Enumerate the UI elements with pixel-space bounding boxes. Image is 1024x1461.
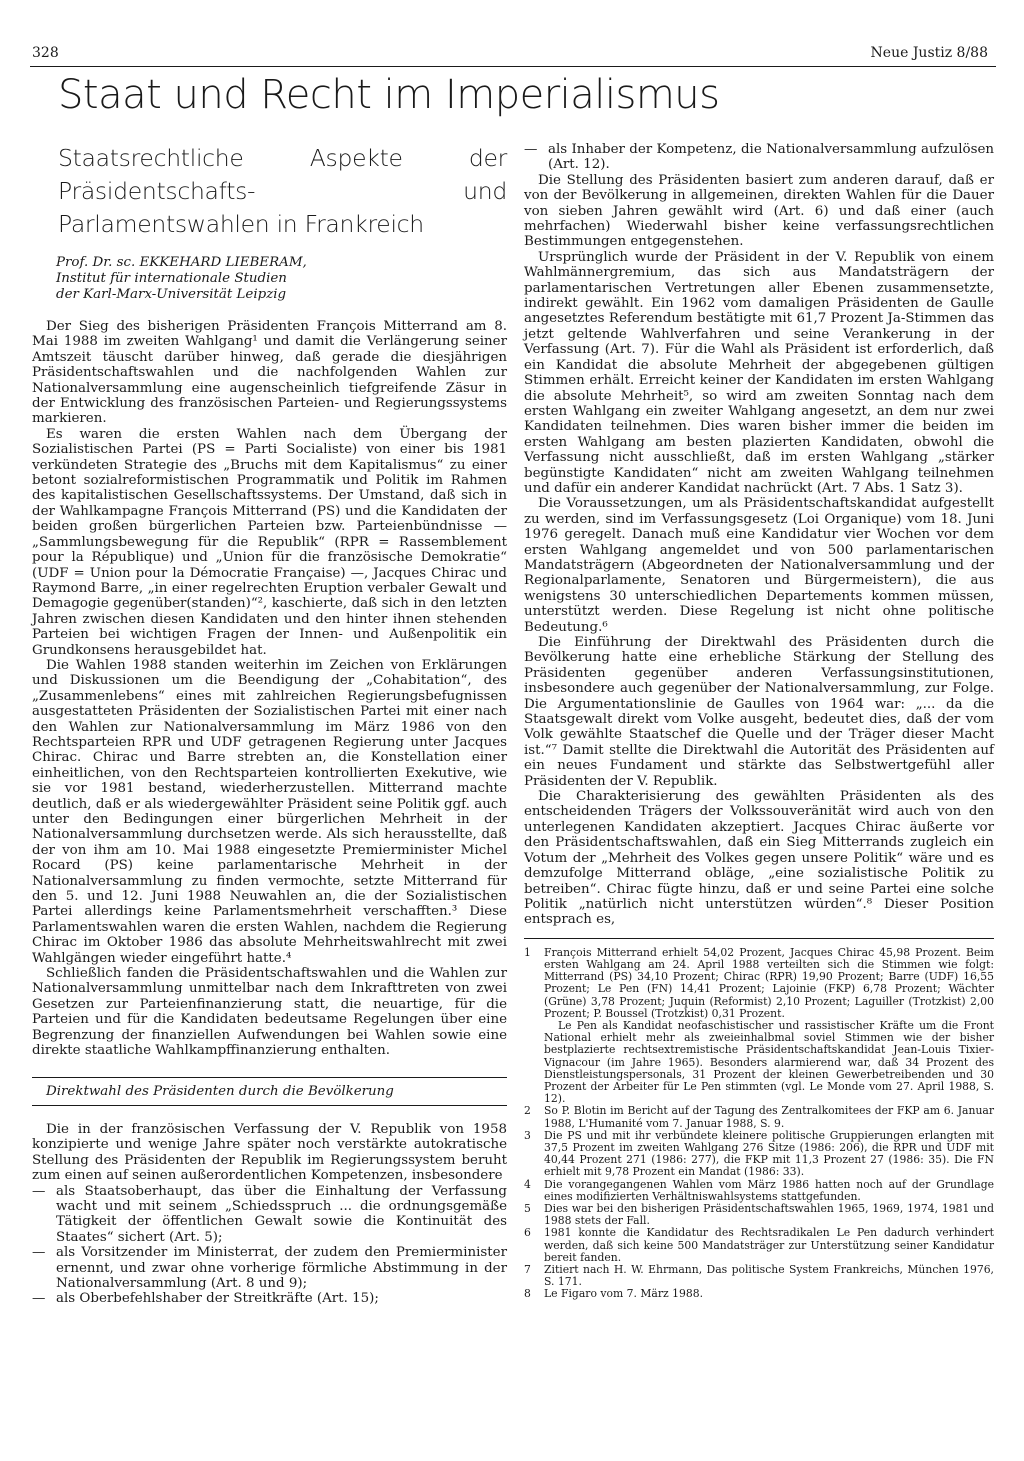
footnote bbox=[524, 1203, 994, 1227]
list-item: — als Oberbefehlshaber der Streitkräfte (Art. 15); bbox=[32, 1291, 507, 1306]
footnote-text: Die PS und mit ihr verbündete kleinere politische Gruppierungen erlangten mit 37,5 Prozent im zweiten Wahlgang 276 Sitze (1986: 206), die RPR und UDF mit 40,44 Prozent 271 (1986: 277), die FKP mit 11,3 Prozent 27 (1986: 35). Die FN erhielt mit 9,78 Prozent ein Mandat (1986: 33). bbox=[544, 1128, 994, 1179]
footnotes bbox=[524, 947, 994, 1301]
footnote bbox=[524, 1130, 994, 1179]
footnote-text: Dies war bei den bisherigen Präsidentschaftswahlen 1965, 1969, 1974, 1981 und 1988 stets der Fall. bbox=[544, 1201, 994, 1228]
left-column bbox=[32, 142, 507, 1307]
footnote-text: Die vorangegangenen Wahlen vom März 1986 hatten noch auf der Grundlage eines modifizierten Verhältniswahlsystems stattgefunden. bbox=[544, 1177, 994, 1203]
footnote bbox=[524, 1264, 994, 1288]
body-paragraph: Die in der französischen Verfassung der V. Republik von 1958 konzipierte und wenige Jahre später noch verstärkte autokratische Stellung des Präsidenten der Republik im Regierungssystem beruht zum einen auf seinen außerordentlichen Kompetenzen, insbesondere bbox=[32, 1121, 507, 1184]
footnote-number: 4 bbox=[524, 1177, 531, 1191]
author-name: Prof. Dr. sc. EKKEHARD LIEBERAM, bbox=[56, 255, 307, 270]
body-paragraph: Die Stellung des Präsidenten basiert zum anderen darauf, daß er von der Bevölkerung in allgemeinen, direkten Wahlen für die Dauer von sieben Jahren gewählt wird (Art. 6) und daß einer (auch mehrfachen) Wiederwahl bisher keine verfassungsrechtlichen Bestimmungen entgegenstehen. bbox=[524, 172, 994, 250]
author-university: der Karl-Marx-Universität Leipzig bbox=[56, 287, 287, 302]
journal-issue: Neue Justiz 8/88 bbox=[870, 45, 988, 61]
body-paragraph: Ursprünglich wurde der Präsident in der V. Republik von einem Wahlmännergremium, das sich aus Mandatsträgern der parlamentarischen Vertretungen aller Ebenen zusammensetzte, indirekt gewählt. Ein 1962 vom damaligen Präsidenten de Gaulle angesetztes Referendum bestätigte mit 61,7 Prozent Ja-Stimmen das jetzt geltende Wahlverfahren und seine Verankerung in der Verfassung (Art. 7). Für die Wahl als Präsident ist erforderlich, daß ein Kandidat die absolute Mehrheit der abgegebenen gültigen Stimmen erhält. Erreicht keiner der Kandidaten im ersten Wahlgang die absolute Mehrheit⁵, so wird am zweiten Sonntag nach dem ersten Wahlgang ein zweiter Wahlgang angesetzt, an dem nur zwei Kandidaten teilnehmen. Dies waren bisher immer die beiden im ersten Wahlgang am besten plazierten Kandidaten, obwohl die Verfassung nicht ausschließt, daß im ersten Wahlgang „stärker begünstigte Kandidaten“ nicht am zweiten Wahlgang teilnehmen und dafür ein anderer Kandidat nachrückt (Art. 7 Abs. 1 Satz 3). bbox=[524, 249, 994, 496]
footnote bbox=[524, 1288, 994, 1300]
body-paragraph: Schließlich fanden die Präsidentschaftswahlen und die Wahlen zur Nationalversammlung unmittelbar nach dem Inkrafttreten von zwei Gesetzen zur Parteienfinanzierung statt, die neuartige, für die Parteien und für die Kandidaten bedeutsame Regelungen über eine Begrenzung der finanziellen Aufwendungen bei Wahlen sowie eine direkte staatliche Wahlkampffinanzierung enthalten. bbox=[32, 966, 507, 1059]
page-number: 328 bbox=[32, 45, 59, 61]
footnote-text: So P. Blotin im Bericht auf der Tagung des Zentralkomitees der FKP am 6. Januar 1988, L'Humanité vom 7. Januar 1988, S. 9. bbox=[544, 1104, 994, 1130]
footnote-text: Le Figaro vom 7. März 1988. bbox=[544, 1287, 704, 1301]
footnote bbox=[524, 947, 994, 1020]
competence-list bbox=[32, 1184, 507, 1307]
footnote-text: Zitiert nach H. W. Ehrmann, Das politische System Frankreichs, München 1976, S. 171. bbox=[544, 1263, 994, 1289]
footnote-number: 2 bbox=[524, 1104, 531, 1118]
body-paragraph: Die Einführung der Direktwahl des Präsidenten durch die Bevölkerung hatte eine erhebliche Stärkung der Stellung des Präsidenten gegenüber anderen Verfassungsinstitutionen, insbesondere auch gegenüber der Nationalversammlung, zur Folge. Die Argumentationslinie de Gaulles von 1964 war: „... da die Staatsgewalt direkt vom Volke ausgeht, bedeutet dies, daß der vom Volk gewählte Staatschef die Quelle und der Träger dieser Macht ist.“⁷ Damit stellte die Direktwahl die Autorität des Präsidenten auf ein neues Fundament und stärkte das Selbstwertgefühl aller Präsidenten der V. Republik. bbox=[524, 635, 994, 789]
body-paragraph: Die Voraussetzungen, um als Präsidentschaftskandidat aufgestellt zu werden, sind im Verfassungsgesetz (Loi Organique) vom 18. Juni 1976 geregelt. Danach muß eine Kandidatur vier Wochen vor dem ersten Wahlgang angemeldet und von 500 parlamentarischen Mandatsträgern (Abgeordneten der Nationalversammlung und der Regionalparlamente, Senatoren und Bürgermeistern), die aus wenigstens 30 unterschiedlichen Departements kommen müssen, unterstützt werden. Diese Regelung ist nicht ohne politische Bedeutung.⁶ bbox=[524, 496, 994, 635]
list-item: — als Vorsitzender im Ministerrat, der zudem den Premierminister ernennt, und zwar ohne vorherige förmliche Abstimmung in der Nationalversammlung (Art. 8 und 9); bbox=[32, 1245, 507, 1291]
footnote-continuation: Le Pen als Kandidat neofaschistischer und rassistischer Kräfte um die Front National erhielt mehr als zweieinhalbmal soviel Stimmen wie der bisher bestplazierte rechtsextremistische Präsidentschaftskandidat Jean-Louis Tixier-Vignacour (im Jahre 1965). Besonders alarmierend war, daß 34 Prozent des Dienstleistungspersonals, 31 Prozent der kleinen Gewerbetreibenden und 30 Prozent der Arbeiter für Le Pen stimmten (vgl. Le Monde vom 27. April 1988, S. 12). bbox=[544, 1018, 994, 1106]
footnote-text: 1981 konnte die Kandidatur des Rechtsradikalen Le Pen dadurch verhindert werden, daß sich keine 500 Mandatsträger zur Unterstützung seiner Kandidatur bereit fanden. bbox=[544, 1226, 994, 1264]
footnote-text: François Mitterrand erhielt 54,02 Prozent, Jacques Chirac 45,98 Prozent. Beim ersten Wahlgang am 24. April 1988 verteilten sich die Stimmen wie folgt: Mitterrand (PS) 34,10 Prozent; Chirac (RPR) 19,90 Prozent; Barre (UDF) 16,55 Prozent; Le Pen (FN) 14,41 Prozent; Lajoinie (FKP) 6,78 Prozent; Wächter (Grüne) 3,78 Prozent; Juquin (Reformist) 2,10 Prozent; Laguiller (Trotzkist) 2,00 Prozent; P. Boussel (Trotzkist) 0,31 Prozent. bbox=[544, 945, 994, 1020]
footnote-number: 3 bbox=[524, 1128, 531, 1142]
footnote-number: 6 bbox=[524, 1226, 531, 1240]
footnote-number: 7 bbox=[524, 1263, 531, 1276]
footnote-number: 5 bbox=[524, 1201, 531, 1215]
list-item: — als Staatsoberhaupt, das über die Einhaltung der Verfassung wacht und mit seinem „Schiedsspruch ... die ordnungsgemäße Tätigkeit der öffentlichen Gewalt sowie die Kontinuität des Staates“ sichert (Art. 5); bbox=[32, 1184, 507, 1246]
author-institute: Institut für internationale Studien bbox=[56, 271, 287, 286]
body-paragraph: Die Charakterisierung des gewählten Präsidenten als des entscheidenden Trägers der Volkssouveränität wird auch von den unterlegenen Kandidaten akzeptiert. Jacques Chirac äußerte vor den Präsidentschaftswahlen, daß ein Sieg Mitterrands zugleich ein Votum der „Mehrheit des Volkes gegen unsere Politik“ wäre und es demzufolge Mitterrand obläge, „eine sozialistische Politik zu betreiben“. Chirac fügte hinzu, daß er und seine Partei eine solche Politik „natürlich nicht unterstützen würden“.⁸ Dieser Position entsprach es, bbox=[524, 789, 994, 928]
list-item: — als Inhaber der Kompetenz, die Nationalversammlung aufzulösen (Art. 12). bbox=[524, 142, 994, 173]
right-column bbox=[524, 142, 994, 1301]
author-block bbox=[56, 255, 507, 303]
subheading: Direktwahl des Präsidenten durch die Bevölkerung bbox=[32, 1077, 507, 1106]
body-paragraph: Die Wahlen 1988 standen weiterhin im Zeichen von Erklärungen und Diskussionen um die Beendigung der „Cohabitation“, des „Zusammenlebens“ eines mit zahlreichen Regierungsbefugnissen ausgestatteten Präsidenten der Sozialistischen Partei mit einer nach den Wahlen zur Nationalversammlung im März 1986 von den Rechtsparteien RPR und UDF getragenen Regierung unter Jacques Chirac. Chirac und Barre strebten an, die Konstellation einer einheitlichen, von den Rechtsparteien kontrollierten Exekutive, wie sie vor 1981 bestand, wiederherzustellen. Mitterrand machte deutlich, daß er als wiedergewählter Präsident seine Politik ggf. auch unter den Bedingungen einer bürgerlichen Mehrheit in der Nationalversammlung durchsetzen werde. Als sich herausstellte, daß der von ihm am 10. Mai 1988 eingesetzte Premierminister Michel Rocard (PS) keine parlamentarische Mehrheit in der Nationalversammlung zu finden vermochte, setzte Mitterrand für den 5. und 12. Juni 1988 Neuwahlen an, die der Sozialistischen Partei allerdings keine Parlamentsmehrheit verschafften.³ Diese Parlamentswahlen waren die ersten Wahlen, nachdem die Regierung Chirac im Oktober 1986 das absolute Mehrheitswahlrecht mit zwei Wahlgängen wieder eingeführt hatte.⁴ bbox=[32, 657, 507, 966]
footnote-number: 1 bbox=[524, 945, 531, 959]
footnote bbox=[524, 1227, 994, 1264]
footnote-number: 8 bbox=[524, 1287, 531, 1301]
header-rule bbox=[30, 66, 996, 67]
body-paragraph: Es waren die ersten Wahlen nach dem Übergang der Sozialistischen Partei (PS = Parti Socialiste) von einer bis 1981 verkündeten Strategie des „Bruchs mit dem Kapitalismus“ zu einer betont sozialreformistischen Programmatik und Politik im Rahmen des kapitalistischen Gesellschaftssystems. Der Umstand, daß sich in der Wahlkampagne François Mitterrand (PS) und die Kandidaten der beiden großen bürgerlichen Parteien bzw. Parteienbündnisse — „Sammlungsbewegung für die Republik“ (RPR = Rassemblement pour la République) und „Union für die französische Demokratie“ (UDF = Union pour la Démocratie Française) —, Jacques Chirac und Raymond Barre, „in einer regelrechten Eruption verbaler Gewalt und Demagogie gegenüber(standen)“², kaschierte, daß sich in den letzten Jahren zwischen diesen Kandidaten und den hinter ihnen stehenden Parteien bei wichtigen Fragen der Innen- und Außenpolitik ein Grundkonsens herausgebildet hat. bbox=[32, 426, 507, 658]
footnote bbox=[524, 1179, 994, 1203]
body-paragraph: Der Sieg des bisherigen Präsidenten François Mitterrand am 8. Mai 1988 im zweiten Wahlgang¹ und damit die Verlängerung seiner Amtszeit täuscht darüber hinweg, daß gerade die diesjährigen Präsidentschaftswahlen und die nachfolgenden Wahlen zur Nationalversammlung eine augenscheinlich tiefgreifende Zäsur in der Entwicklung des französischen Parteien- und Regierungssystems markieren. bbox=[32, 319, 507, 427]
competence-list-continued bbox=[524, 142, 994, 173]
section-title: Staat und Recht im Imperialismus bbox=[58, 72, 720, 118]
article-title: Staatsrechtliche Aspekte der Präsidentschafts- und Parlamentswahlen in Frankreich bbox=[58, 144, 507, 238]
footnote bbox=[524, 1105, 994, 1129]
footnote-rule bbox=[524, 938, 994, 939]
